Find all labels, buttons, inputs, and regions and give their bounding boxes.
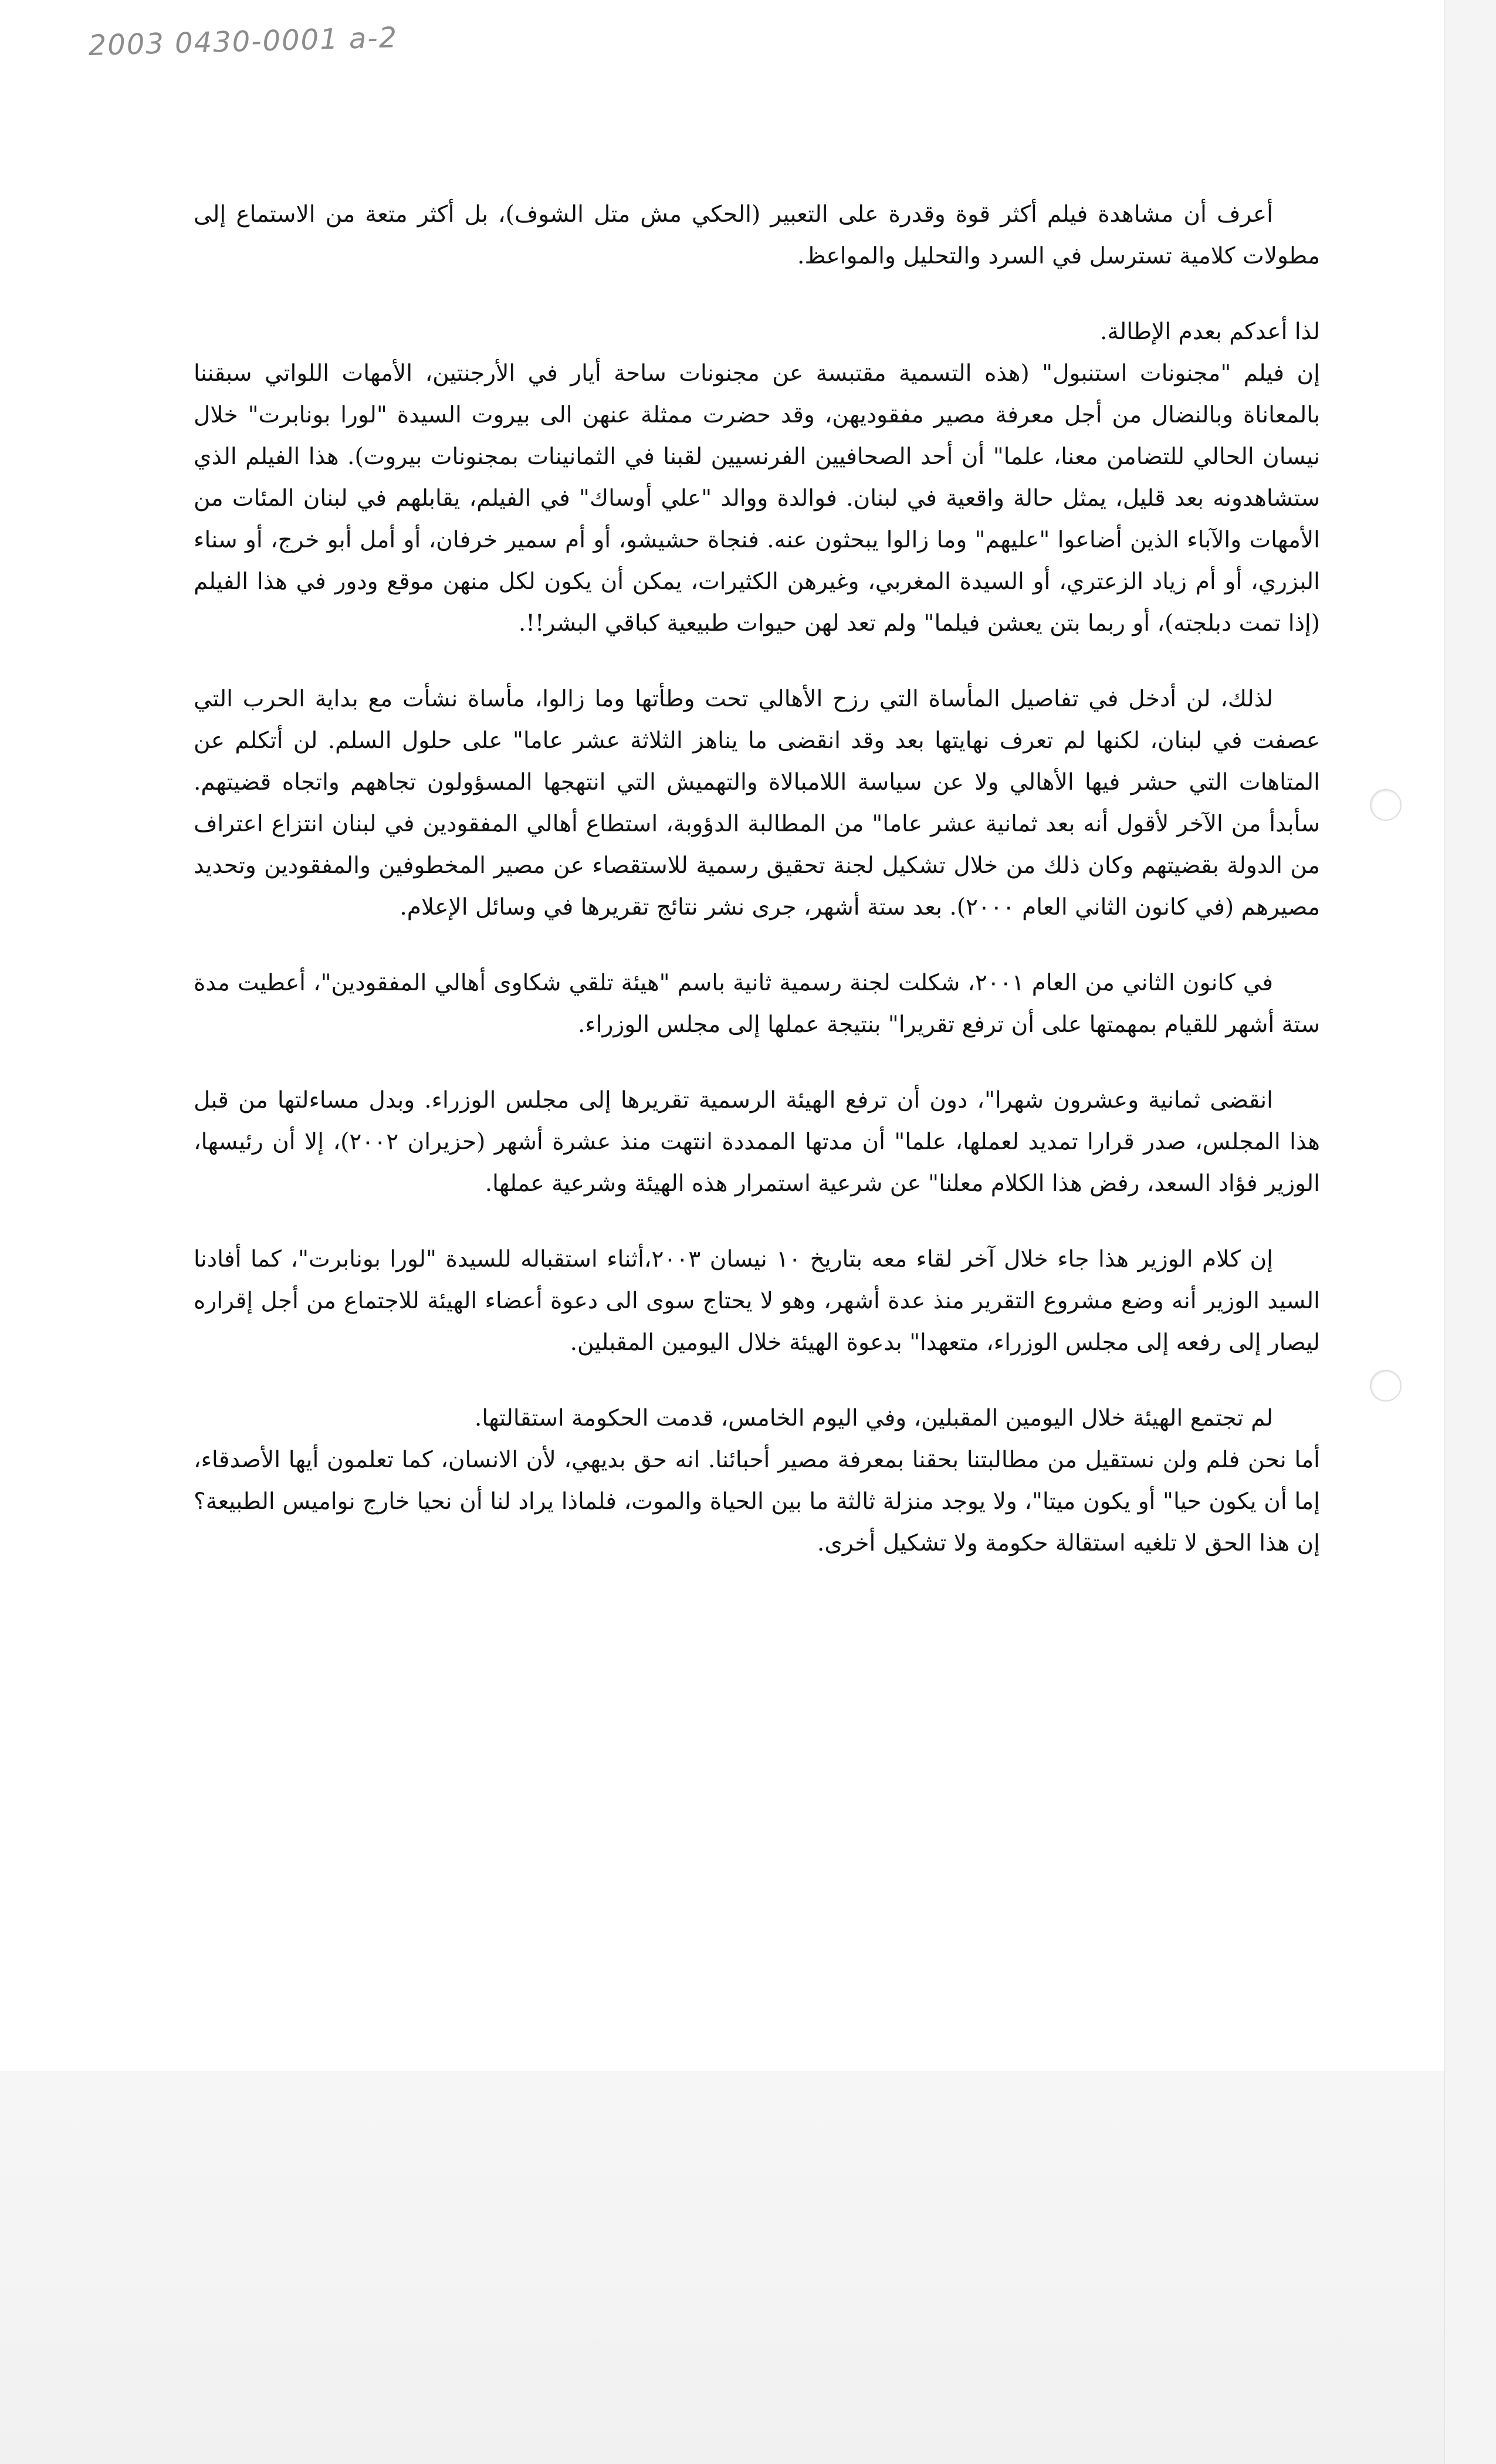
paragraph-minister: إن كلام الوزير هذا جاء خلال آخر لقاء معه بتاريخ ١٠ نيسان ٢٠٠٣،أثناء استقباله للسيدة "لورا بونابرت"، كما أفادنا السيد الوزير أنه وضع مشروع التقرير منذ عدة أشهر، وهو لا يحتاج سوى الى دعوة أعضاء الهيئة للاجتماع من أجل إقراره ليصار إلى رفعه إلى مجلس الوزراء، متعهدا" بدعوة الهيئة خلال اليومين المقبلين.	[194, 1246, 1320, 1356]
punch-hole	[1370, 789, 1402, 821]
paragraph-second-committee: في كانون الثاني من العام ٢٠٠١، شكلت لجنة رسمية ثانية باسم "هيئة تلقي شكاوى أهالي المفقودين"، أعطيت مدة ستة أشهر للقيام بمهمتها على أن ترفع تقريرا" بنتيجة عملها إلى مجلس الوزراء.	[194, 970, 1320, 1038]
page-edge	[1444, 0, 1496, 2464]
paragraph-resignation: لم تجتمع الهيئة خلال اليومين المقبلين، وفي اليوم الخامس، قدمت الحكومة استقالتها.	[474, 1405, 1273, 1431]
paragraph-intro: أعرف أن مشاهدة فيلم أكثر قوة وقدرة على التعبير (الحكي مش متل الشوف)، بل أكثر متعة من الاستماع إلى مطولات كلامية تسترسل في السرد والتحليل والمواعظ.	[194, 201, 1320, 269]
handwritten-document-code: 2003 0430-0001 a-2	[88, 21, 398, 62]
letter-body	[194, 194, 1320, 1598]
paragraph-twenty-eight-months: انقضى ثمانية وعشرون شهرا"، دون أن ترفع الهيئة الرسمية تقريرها إلى مجلس الوزراء. وبدل مساءلتها من قبل هذا المجلس، صدر قرارا تمديد لعملها، علما" أن مدتها الممددة انتهت منذ عشرة أشهر (حزيران ٢٠٠٢)، إلا أن رئيسها، الوزير فؤاد السعد، رفض هذا الكلام معلنا" عن شرعية استمرار هذه الهيئة وشرعية عملها.	[194, 1087, 1320, 1197]
paragraph-promise: لذا أعدكم بعدم الإطالة.	[1100, 319, 1320, 345]
paragraph-tragedy: لذلك، لن أدخل في تفاصيل المأساة التي رزح الأهالي تحت وطأتها وما زالوا، مأساة نشأت مع بداية الحرب التي عصفت في لبنان، لكنها لم تعرف نهايتها بعد وقد انقضى ما يناهز الثلاثة عشر عاما" على حلول السلم. لن أتكلم عن المتاهات التي حشر فيها الأهالي ولا عن سياسة اللامبالاة والتهميش التي انتهجها المسؤولون تجاههم واتجاه قضيتهم. سأبدأ من الآخر لأقول أنه بعد ثمانية عشر عاما" من المطالبة الدؤوبة، استطاع أهالي المفقودين في لبنان انتزاع اعتراف من الدولة بقضيتهم وكان ذلك من خلال تشكيل لجنة تحقيق رسمية للاستقصاء عن مصير المخطوفين والمفقودين وتحديد مصيرهم (في كانون الثاني العام ٢٠٠٠). بعد ستة أشهر، جرى نشر نتائج تقريرها في وسائل الإعلام.	[194, 686, 1320, 920]
paragraph-conclusion: أما نحن فلم ولن نستقيل من مطالبتنا بحقنا بمعرفة مصير أحبائنا. انه حق بديهي، لأن الانسان، كما تعلمون أيها الأصدقاء، إما أن يكون حيا" أو يكون ميتا"، ولا يوجد منزلة ثالثة ما بين الحياة والموت، فلماذا يراد لنا أن نحيا خارج نواميس الطبيعة؟ إن هذا الحق لا تلغيه استقالة حكومة ولا تشكيل أخرى.	[194, 1447, 1320, 1556]
paragraph-film: إن فيلم "مجنونات استنبول" (هذه التسمية مقتبسة عن مجنونات ساحة أيار في الأرجنتين، الأمهات اللواتي سبقننا بالمعاناة وبالنضال من أجل معرفة مصير مفقوديهن، وقد حضرت ممثلة عنهن الى بيروت السيدة "لورا بونابرت" خلال نيسان الحالي للتضامن معنا، علما" أن أحد الصحافيين الفرنسيين لقبنا في الثمانينات بمجنونات بيروت). هذا الفيلم الذي ستشاهدونه بعد قليل، يمثل حالة واقعية في لبنان. فوالدة ووالد "علي أوساك" في الفيلم، يقابلهم في لبنان المئات من الأمهات والآباء الذين أضاعوا "عليهم" وما زالوا يبحثون عنه. فنجاة حشيشو، أو أم سمير خرفان، أو أمل أبو خرج، أو سناء البزري، أو أم زياد الزعتري، أو السيدة المغربي، وغيرهن الكثيرات، يمكن أن يكون لكل منهن موقع ودور في هذا الفيلم (إذا تمت دبلجته)، أو ربما بتن يعشن فيلما" ولم تعد لهن حيوات طبيعية كباقي البشر!!.	[194, 360, 1320, 637]
punch-hole	[1370, 1370, 1402, 1402]
scanner-background	[0, 2071, 1496, 2464]
